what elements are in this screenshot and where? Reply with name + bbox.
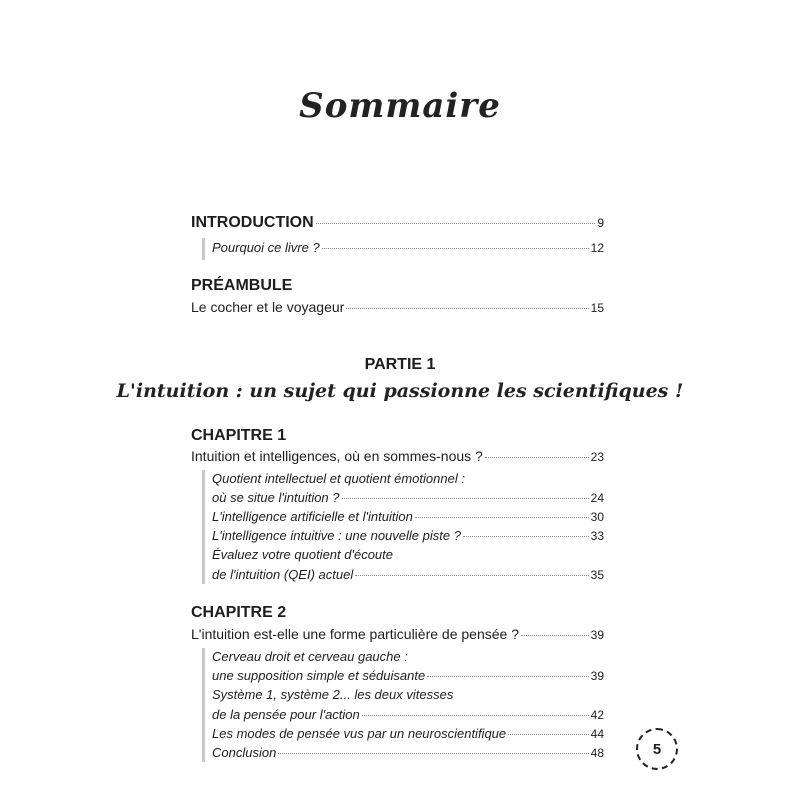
dot-leader	[521, 635, 589, 636]
toc-entry-introduction[interactable]	[191, 214, 604, 232]
toc-label: L'intelligence artificielle et l'intuition	[212, 509, 413, 524]
toc-page: 35	[590, 568, 604, 582]
toc-heading-introduction: INTRODUCTION	[191, 214, 314, 231]
dot-leader	[463, 536, 589, 537]
toc-entry-chapitre-2[interactable]	[191, 625, 604, 644]
toc-entry[interactable]	[212, 706, 604, 724]
toc-page: 9	[597, 216, 604, 230]
toc-page: 15	[590, 301, 604, 315]
toc-page: 42	[590, 708, 604, 722]
toc-page: 30	[590, 510, 604, 524]
dot-leader	[415, 517, 589, 518]
toc-page: 33	[590, 529, 604, 543]
toc-page: 24	[590, 491, 604, 505]
indent-bar	[202, 648, 205, 762]
dot-leader	[362, 715, 589, 716]
toc-entry-pourquoi[interactable]	[212, 239, 604, 257]
dot-leader	[322, 248, 589, 249]
toc-entry[interactable]	[212, 566, 604, 584]
toc-page: 48	[590, 746, 604, 760]
toc-page: 39	[590, 669, 604, 683]
toc-entry[interactable]	[212, 725, 604, 743]
dot-leader	[355, 575, 588, 576]
toc-entry-chapitre-1[interactable]	[191, 447, 604, 466]
toc-line: Système 1, système 2... les deux vitesses	[212, 687, 454, 702]
indent-bar	[202, 238, 205, 260]
toc-line: Quotient intellectuel et quotient émotionnel :	[212, 471, 465, 486]
dot-leader	[427, 676, 588, 677]
toc-label: Les modes de pensée vus par un neuroscientifique	[212, 726, 507, 741]
toc-entry[interactable]	[212, 527, 604, 545]
dot-leader	[485, 457, 589, 458]
dot-leader	[346, 308, 588, 309]
toc-entry-cocher[interactable]	[191, 298, 604, 317]
toc-label: Conclusion	[212, 745, 277, 760]
toc-entry[interactable]	[212, 508, 604, 526]
toc-label: Le cocher et le voyageur	[191, 299, 345, 315]
toc-label: une supposition simple et séduisante	[212, 668, 426, 683]
part-heading: PARTIE 1	[364, 356, 436, 373]
indent-bar	[202, 470, 205, 584]
dot-leader	[342, 498, 589, 499]
dot-leader	[508, 734, 589, 735]
toc-heading-chapitre-2: CHAPITRE 2	[191, 604, 287, 621]
toc-page: 12	[590, 241, 604, 255]
toc-heading-preambule: PRÉAMBULE	[191, 277, 293, 294]
page-number-badge	[636, 728, 678, 770]
toc-entry[interactable]	[212, 744, 604, 762]
toc-entry[interactable]	[212, 667, 604, 685]
toc-label: Intuition et intelligences, où en sommes-nous ?	[191, 448, 483, 464]
toc-line: Cerveau droit et cerveau gauche :	[212, 649, 408, 664]
toc-page: 23	[590, 450, 604, 464]
toc-label: L'intuition est-elle une forme particulière de pensée ?	[191, 626, 519, 642]
dot-leader	[278, 753, 588, 754]
toc-label: de l'intuition (QEI) actuel	[212, 567, 354, 582]
toc-page: 44	[590, 727, 604, 741]
toc-page: 39	[590, 628, 604, 642]
part-subtitle: L'intuition : un sujet qui passionne les scientifiques !	[116, 380, 684, 402]
page-title: Sommaire	[299, 86, 501, 126]
toc-entry[interactable]	[212, 489, 604, 507]
toc-label: Pourquoi ce livre ?	[212, 240, 320, 255]
toc-label: de la pensée pour l'action	[212, 707, 360, 722]
dot-leader	[316, 223, 596, 224]
toc-label: où se situe l'intuition ?	[212, 490, 340, 505]
toc-label: L'intelligence intuitive : une nouvelle piste ?	[212, 528, 461, 543]
page-number: 5	[652, 740, 662, 758]
toc-line: Évaluez votre quotient d'écoute	[212, 547, 393, 562]
toc-heading-chapitre-1: CHAPITRE 1	[191, 427, 287, 444]
